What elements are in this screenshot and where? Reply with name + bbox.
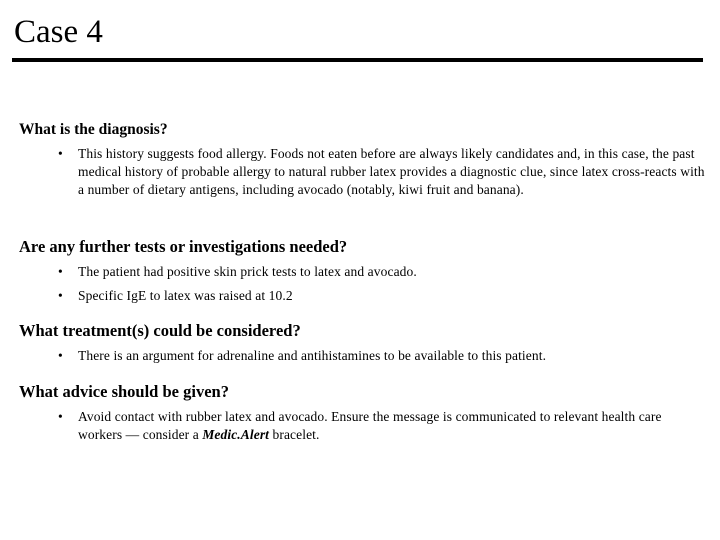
bullet-icon: • xyxy=(58,146,63,161)
bullet-text: This history suggests food allergy. Foods not eaten before are always likely candidates and, in this case, the past medical history of probable allergy to natural rubber latex provides a diagnostic clue, since latex cross-reacts with a number of dietary antigens, including avocado (notably, kiwi fruit and banana). xyxy=(78,146,705,197)
list-item xyxy=(58,263,718,281)
section-heading-tests: Are any further tests or investigations needed? xyxy=(19,237,348,256)
list-item xyxy=(58,145,710,199)
advice-text-before: Avoid contact with rubber latex and avocado. Ensure the message is communicated to relevant health care workers — consider a xyxy=(78,409,662,442)
bullet-icon: • xyxy=(58,288,63,303)
list-item xyxy=(58,287,718,305)
bullet-text: Specific IgE to latex was raised at 10.2 xyxy=(78,288,293,303)
bullet-text xyxy=(78,408,698,444)
list-item xyxy=(58,347,718,365)
bullet-text: There is an argument for adrenaline and antihistamines to be available to this patient. xyxy=(78,348,547,363)
bullet-icon: • xyxy=(58,409,63,424)
title-underline xyxy=(12,58,703,62)
section-heading-treatment: What treatment(s) could be considered? xyxy=(19,321,301,340)
section-heading-diagnosis: What is the diagnosis? xyxy=(19,121,168,138)
list-item xyxy=(58,408,698,444)
bullet-text: The patient had positive skin prick tests to latex and avocado. xyxy=(78,264,417,279)
advice-text-after: bracelet. xyxy=(269,427,320,442)
slide-title: Case 4 xyxy=(14,14,103,50)
bullet-icon: • xyxy=(58,348,63,363)
bullet-icon: • xyxy=(58,264,63,279)
section-heading-advice: What advice should be given? xyxy=(19,382,229,401)
medic-alert-emphasis: Medic.Alert xyxy=(202,427,270,442)
